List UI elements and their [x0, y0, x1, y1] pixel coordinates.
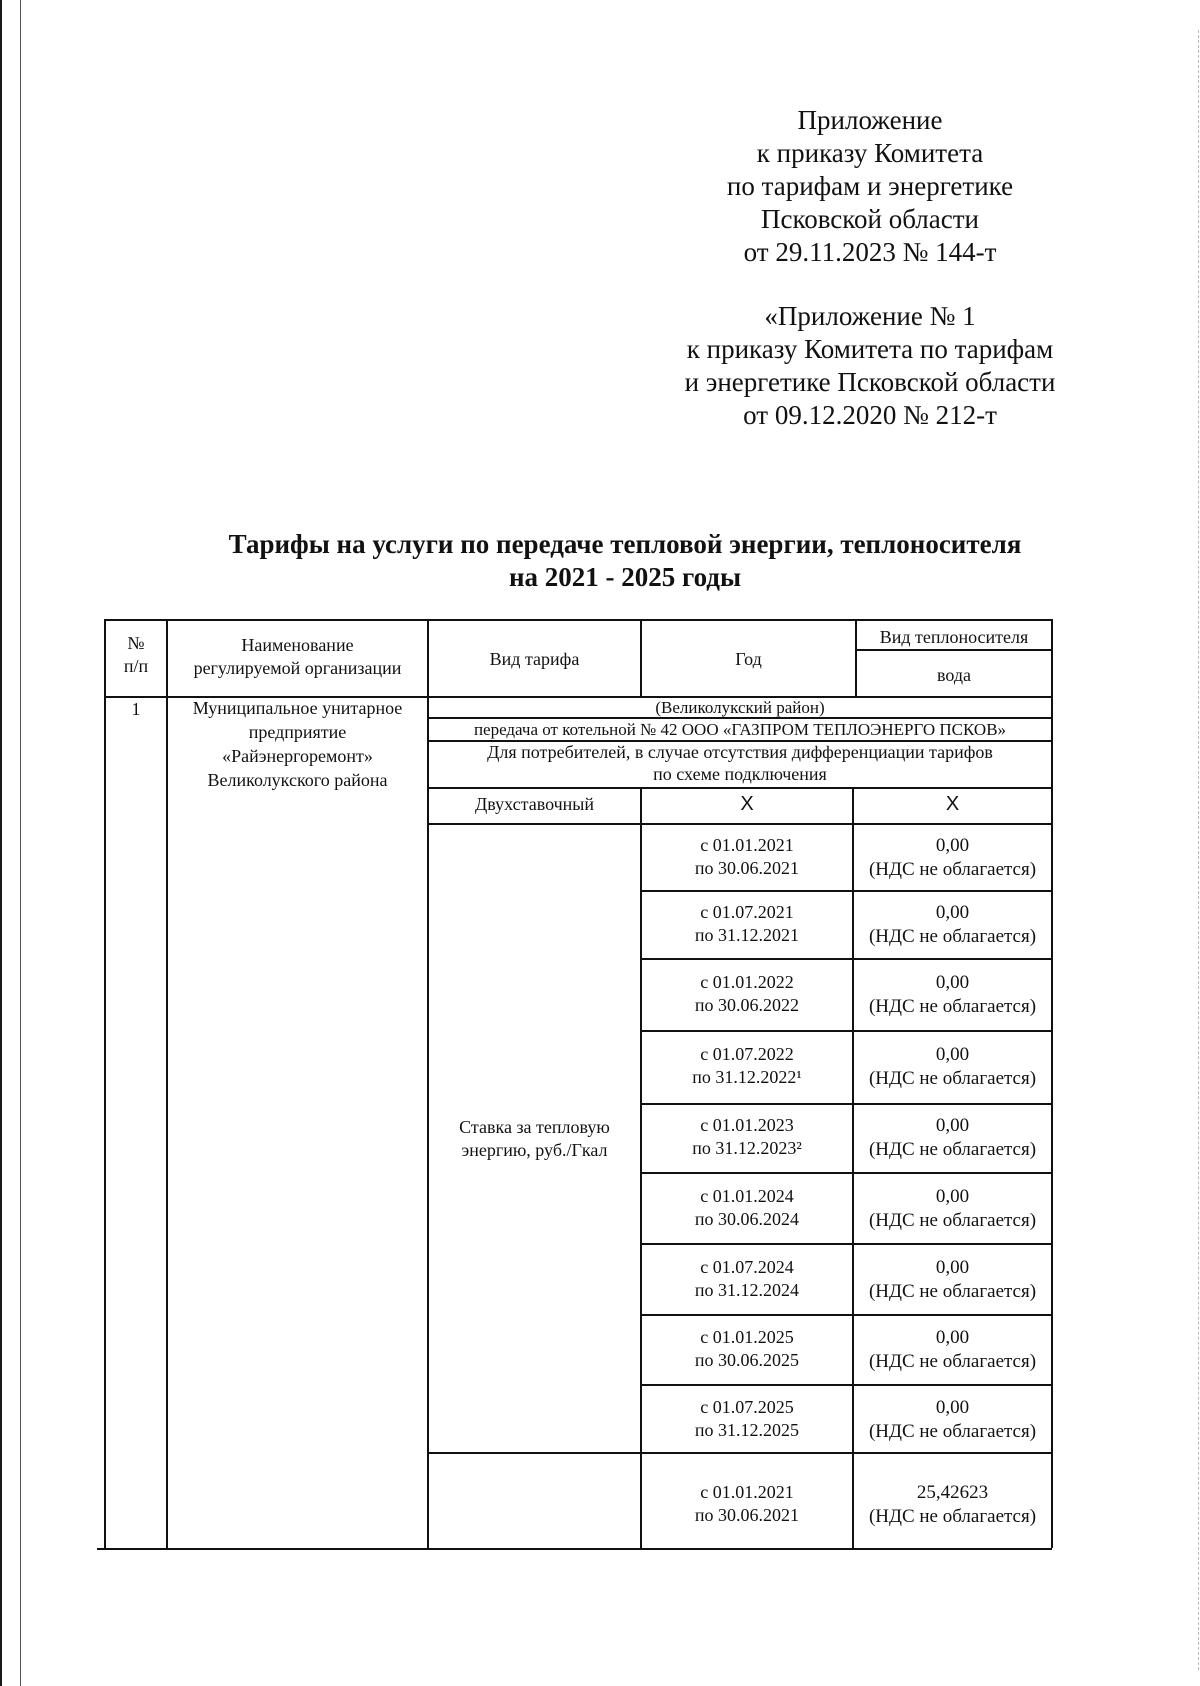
- period-cell: [642, 1481, 852, 1527]
- two-rate-value: Х: [945, 793, 960, 815]
- vat-note: (НДС не облагается): [868, 926, 1037, 947]
- period-to: по 31.12.2025: [694, 1420, 800, 1440]
- period-from: с 01.07.2025: [700, 1397, 794, 1417]
- header-tariff-type: Вид тарифа: [489, 649, 580, 669]
- vat-note: (НДС не облагается): [868, 1421, 1037, 1442]
- appendix-line: от 09.12.2020 № 212-т: [743, 400, 997, 430]
- organization-line: предприятие: [248, 722, 347, 742]
- consumers-line: по схеме подключения: [653, 764, 827, 784]
- tariff-value-cell: [854, 834, 1051, 882]
- organization-line: «Райэнергоремонт»: [222, 746, 373, 766]
- header-text: п/п: [123, 656, 149, 676]
- vat-note: (НДС не облагается): [868, 859, 1037, 880]
- period-to: по 31.12.2023²: [692, 1138, 802, 1158]
- two-rate-year: Х: [740, 793, 754, 815]
- transfer-row: передача от котельной № 42 ООО «ГАЗПРОМ ТЕПЛОЭНЕРГО ПСКОВ»: [473, 720, 1007, 739]
- energy-rate-label: [429, 1116, 640, 1162]
- header-year: Год: [735, 649, 762, 669]
- vat-note: (НДС не облагается): [868, 1139, 1037, 1160]
- appendix-line: Приложение: [797, 105, 943, 135]
- header-number: [106, 632, 166, 678]
- period-to: по 30.06.2022: [694, 995, 800, 1015]
- period-from: с 01.01.2024: [700, 1186, 794, 1206]
- period-cell: [642, 971, 852, 1017]
- tariff-value: 0,00: [935, 1397, 970, 1418]
- period-cell: [642, 1043, 852, 1089]
- table-border: [640, 1314, 1052, 1316]
- period-from: с 01.01.2021: [700, 1482, 794, 1502]
- organization-name: [168, 696, 427, 792]
- appendix-line: от 29.11.2023 № 144-т: [743, 237, 997, 267]
- table-border: [855, 649, 1052, 651]
- tariff-value-cell: [854, 901, 1051, 949]
- header-text: Наименование: [241, 635, 354, 655]
- period-cell: [642, 1396, 852, 1442]
- vat-note: (НДС не облагается): [868, 1210, 1037, 1231]
- tariff-value: 0,00: [935, 1327, 970, 1348]
- period-to: по 31.12.2021: [694, 925, 800, 945]
- header-carrier-water: вода: [936, 665, 971, 685]
- organization-line: Муниципальное унитарное: [192, 698, 403, 718]
- appendix-line: «Приложение № 1: [764, 301, 976, 331]
- two-rate-label: Двухставочный: [474, 794, 595, 814]
- table-border: [1051, 619, 1053, 1548]
- period-from: с 01.07.2022: [700, 1044, 794, 1064]
- appendix-line: по тарифам и энергетике: [726, 171, 1014, 201]
- consumers-row: [429, 741, 1051, 785]
- tariff-value-cell: [854, 1481, 1051, 1529]
- period-from: с 01.01.2021: [700, 835, 794, 855]
- tariff-value: 0,00: [935, 1257, 970, 1278]
- vat-note: (НДС не облагается): [868, 996, 1037, 1017]
- table-border: [640, 1384, 1052, 1386]
- period-to: по 30.06.2021: [694, 858, 800, 878]
- tariff-value: 0,00: [935, 972, 970, 993]
- consumers-line: Для потребителей, в случае отсутствия дифференциации тарифов: [487, 742, 993, 762]
- header-organization: [168, 634, 427, 680]
- tariff-value-cell: [854, 1114, 1051, 1162]
- tariff-value: 0,00: [935, 902, 970, 923]
- tariff-value: 0,00: [935, 835, 970, 856]
- energy-rate-line: Ставка за тепловую: [459, 1117, 610, 1137]
- vat-note: (НДС не облагается): [868, 1351, 1037, 1372]
- header-text: регулируемой организации: [193, 658, 402, 678]
- appendix-line: Псковской области: [760, 204, 979, 234]
- title-line: Тарифы на услуги по передаче тепловой энергии, теплоносителя: [228, 529, 1022, 559]
- period-to: по 31.12.2024: [694, 1280, 800, 1300]
- period-to: по 30.06.2024: [694, 1209, 800, 1229]
- tariff-value-cell: [854, 971, 1051, 1019]
- tariff-value-cell: [854, 1326, 1051, 1374]
- period-from: с 01.07.2021: [700, 902, 794, 922]
- period-cell: [642, 834, 852, 880]
- appendix-line: и энергетике Псковской области: [684, 367, 1056, 397]
- tariff-value-cell: [854, 1043, 1051, 1091]
- tariff-value: 0,00: [935, 1186, 970, 1207]
- title-line: на 2021 - 2025 годы: [508, 562, 742, 592]
- period-cell: [642, 1326, 852, 1372]
- period-from: с 01.07.2024: [700, 1257, 794, 1277]
- header-carrier-type: Вид теплоносителя: [879, 627, 1029, 647]
- tariff-value-cell: [854, 1396, 1051, 1444]
- table-border: [104, 619, 106, 1548]
- period-cell: [642, 1185, 852, 1231]
- table-border: [640, 958, 1052, 960]
- period-to: по 31.12.2022¹: [692, 1067, 802, 1087]
- table-border: [640, 1030, 1052, 1032]
- organization-line: Великолукского района: [207, 770, 388, 790]
- period-cell: [642, 1256, 852, 1302]
- vat-note: (НДС не облагается): [868, 1506, 1037, 1527]
- energy-rate-line: энергию, руб./Гкал: [461, 1140, 608, 1160]
- row-number: 1: [131, 699, 141, 719]
- vat-note: (НДС не облагается): [868, 1068, 1037, 1089]
- period-to: по 30.06.2025: [694, 1350, 800, 1370]
- vat-note: (НДС не облагается): [868, 1281, 1037, 1302]
- table-border: [640, 1243, 1052, 1245]
- district-row: (Великолукский район): [655, 698, 825, 717]
- table-border: [427, 787, 1052, 789]
- period-from: с 01.01.2022: [700, 972, 794, 992]
- table-border: [640, 890, 1052, 892]
- period-from: с 01.01.2023: [700, 1115, 794, 1135]
- tariff-value: 0,00: [935, 1115, 970, 1136]
- tariff-value-cell: [854, 1256, 1051, 1304]
- table-border: [104, 619, 1052, 621]
- tariff-value-cell: [854, 1185, 1051, 1233]
- period-from: с 01.01.2025: [700, 1327, 794, 1347]
- table-border: [427, 1452, 1052, 1454]
- table-border: [97, 1548, 1052, 1550]
- table-border: [640, 1103, 1052, 1105]
- appendix-line: к приказу Комитета: [756, 138, 984, 168]
- header-text: №: [127, 633, 145, 653]
- table-border: [427, 823, 1052, 825]
- tariff-value: 0,00: [935, 1044, 970, 1065]
- appendix-line: к приказу Комитета по тарифам: [686, 334, 1054, 364]
- tariff-value: 25,42623: [916, 1482, 989, 1503]
- table-border: [640, 1172, 1052, 1174]
- period-cell: [642, 1114, 852, 1160]
- period-cell: [642, 901, 852, 947]
- period-to: по 30.06.2021: [694, 1505, 800, 1525]
